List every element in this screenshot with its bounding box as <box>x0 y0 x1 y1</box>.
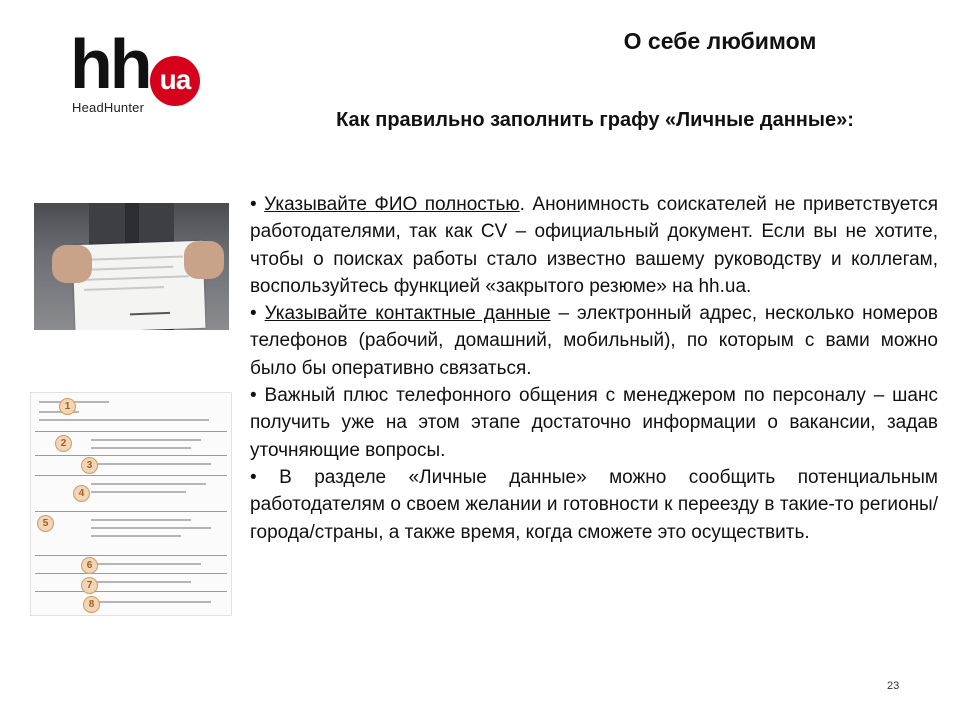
form-badge: 3 <box>81 457 98 474</box>
form-line <box>91 535 181 537</box>
paragraph-phone-advantage <box>250 382 938 464</box>
form-line <box>91 601 211 603</box>
paper-line <box>83 255 183 260</box>
paragraph-text: В разделе «Личные данные» можно сообщить потенциальным работодателям о своем желании и готовности к переезду в такие-то регионы/города/страны, а также время, когда сможете это осуществить. <box>250 466 938 543</box>
form-line <box>91 563 201 565</box>
form-line <box>91 491 186 493</box>
underlined-lead: Указывайте ФИО полностью <box>264 194 520 215</box>
paragraph-full-name <box>250 191 938 300</box>
headhunter-logo <box>70 25 220 118</box>
form-badge: 7 <box>81 577 98 594</box>
logo-ua-circle: ua <box>150 56 200 106</box>
form-badge: 1 <box>59 398 76 415</box>
bullet: • <box>250 303 257 325</box>
form-row <box>35 555 227 556</box>
underlined-lead: Указывайте контактные данные <box>264 303 551 325</box>
form-badge: 2 <box>55 435 72 452</box>
form-line <box>39 419 209 421</box>
form-badge: 5 <box>37 515 54 532</box>
form-badge: 6 <box>81 557 98 574</box>
page-number: 23 <box>887 680 900 692</box>
slide-subtitle: Как правильно заполнить графу «Личные данные»: <box>336 109 854 131</box>
form-line <box>91 439 201 441</box>
bullet: • <box>250 466 257 488</box>
paragraph-text: . Анонимность соискателей не приветствуется работодателями, так как CV – официальный документ. Если вы не хотите, чтобы о поисках работы стало известно вашему руководству и коллегам, воспользуйтесь функцией «закрытого резюме» на hh.ua. <box>250 194 939 297</box>
section-title: О себе любимом <box>623 28 817 54</box>
paragraph-text: – электронный адрес, несколько номеров телефонов (рабочий, домашний, мобильный), по которым с вами можно было бы оперативно связаться. <box>250 303 938 379</box>
form-line <box>91 527 211 529</box>
form-row <box>35 475 227 476</box>
form-row <box>35 455 227 456</box>
paper-line <box>84 286 164 291</box>
form-line <box>91 463 211 465</box>
paper-line <box>83 266 173 271</box>
form-line <box>91 581 191 583</box>
form-row <box>35 511 227 512</box>
logo-hh-text: hh <box>70 25 150 103</box>
form-line <box>91 483 206 485</box>
paragraph-relocation <box>250 464 938 546</box>
bullet: • <box>250 385 257 407</box>
form-badge: 4 <box>73 485 90 502</box>
paper-line <box>84 275 189 281</box>
form-line <box>91 519 191 521</box>
form-row <box>35 591 227 592</box>
form-badge: 8 <box>83 596 100 613</box>
photo-left-hand <box>52 245 92 283</box>
form-row <box>35 431 227 432</box>
bullet: • <box>250 194 257 215</box>
paragraph-text: Важный плюс телефонного общения с менеджером по персоналу – шанс получить уже на этом этапе достаточно информации о вакансии, задав уточняющие вопросы. <box>250 385 938 461</box>
logo-brand-text: HeadHunter <box>72 100 145 115</box>
resume-form-thumbnail <box>30 392 232 616</box>
form-row <box>35 573 227 574</box>
paragraph-contacts <box>250 300 938 382</box>
slide-body <box>250 191 938 546</box>
paper-line <box>130 312 170 315</box>
resume-handover-photo <box>34 203 229 330</box>
form-line <box>91 447 191 449</box>
photo-right-hand <box>184 241 224 279</box>
